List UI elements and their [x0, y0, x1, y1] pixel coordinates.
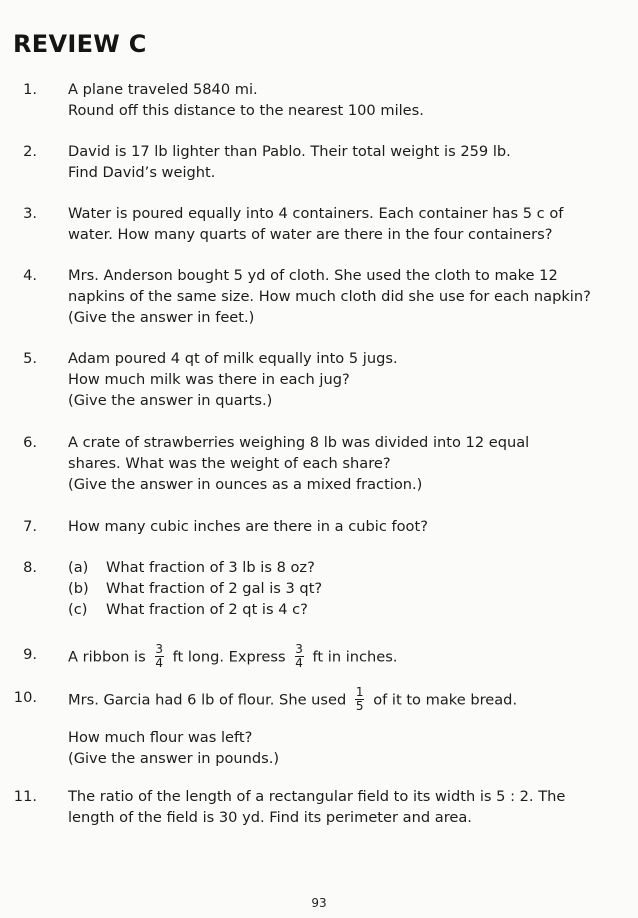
fraction-numerator: 3: [295, 642, 303, 656]
question-text: [68, 432, 608, 495]
fraction: [355, 686, 365, 713]
question-text: [68, 786, 608, 828]
question-line: Adam poured 4 qt of milk equally into 5 jugs.: [68, 350, 398, 367]
question-number: 7.: [23, 518, 37, 535]
part-label: (c): [68, 601, 88, 618]
question-number: 3.: [23, 205, 37, 222]
question-text: [68, 687, 608, 769]
question-number: 2.: [23, 143, 37, 160]
question-part-c: [68, 599, 608, 620]
question-number: 4.: [23, 267, 37, 284]
fraction-numerator: 1: [355, 685, 364, 699]
question-part-b: [68, 578, 608, 599]
text-segment: A ribbon is: [68, 648, 146, 666]
question-line: How many cubic inches are there in a cubic foot?: [68, 518, 428, 535]
question-text: [68, 516, 608, 537]
question-line: How much milk was there in each jug?: [68, 371, 350, 388]
text-segment: of it to make bread.: [373, 691, 518, 709]
question-number: 11.: [13, 788, 37, 805]
question-line: Mrs. Anderson bought 5 yd of cloth. She used the cloth to make 12: [68, 267, 558, 284]
question-number: 10.: [13, 689, 37, 706]
question-number: 6.: [23, 434, 37, 451]
part-text: What fraction of 2 qt is 4 c?: [106, 601, 308, 618]
fraction-denominator: 5: [355, 699, 364, 713]
question-line: A plane traveled 5840 mi.: [68, 81, 258, 98]
question-part-a: [68, 557, 608, 578]
question-line: shares. What was the weight of each share?: [68, 455, 391, 472]
question-line: (Give the answer in feet.): [68, 309, 255, 326]
text-segment: ft long. Express: [172, 648, 286, 666]
question-text: [68, 644, 608, 671]
question-parts: [68, 557, 608, 620]
page-title: REVIEW C: [13, 30, 147, 58]
fraction-numerator: 3: [155, 642, 163, 656]
question-number: 5.: [23, 350, 37, 367]
text-segment: Mrs. Garcia had 6 lb of flour. She used: [68, 691, 347, 709]
question-line: How much flour was left?: [68, 729, 253, 746]
question-line: (Give the answer in quarts.): [68, 392, 273, 409]
question-text: [68, 265, 608, 328]
part-text: What fraction of 2 gal is 3 qt?: [106, 580, 323, 597]
question-text: [68, 79, 608, 121]
question-line: A crate of strawberries weighing 8 lb was divided into 12 equal: [68, 434, 530, 451]
question-text: [68, 348, 608, 411]
part-text: What fraction of 3 lb is 8 oz?: [106, 559, 315, 576]
fraction-denominator: 4: [155, 656, 163, 670]
question-line: David is 17 lb lighter than Pablo. Their total weight is 259 lb.: [68, 143, 511, 160]
part-label: (b): [68, 580, 89, 597]
question-number: 8.: [23, 559, 37, 576]
question-text: [68, 203, 608, 245]
fraction-denominator: 4: [295, 656, 303, 670]
question-line: length of the field is 30 yd. Find its perimeter and area.: [68, 809, 472, 826]
question-line: water. How many quarts of water are there in the four containers?: [68, 226, 553, 243]
question-line: [68, 687, 608, 714]
question-line: (Give the answer in pounds.): [68, 750, 280, 767]
question-line: [68, 644, 608, 671]
question-line: Round off this distance to the nearest 100 miles.: [68, 102, 424, 119]
question-line: napkins of the same size. How much cloth did she use for each napkin?: [68, 288, 591, 305]
question-text: [68, 141, 608, 183]
fraction: [294, 643, 304, 670]
question-number: 9.: [23, 646, 37, 663]
page-number: 93: [311, 896, 327, 910]
question-line: Water is poured equally into 4 containers. Each container has 5 c of: [68, 205, 564, 222]
question-line: (Give the answer in ounces as a mixed fraction.): [68, 476, 423, 493]
part-label: (a): [68, 559, 89, 576]
fraction: [154, 643, 164, 670]
text-segment: ft in inches.: [312, 648, 398, 666]
question-line: Find David’s weight.: [68, 164, 216, 181]
question-number: 1.: [23, 81, 37, 98]
question-line: The ratio of the length of a rectangular field to its width is 5 : 2. The: [68, 788, 566, 805]
